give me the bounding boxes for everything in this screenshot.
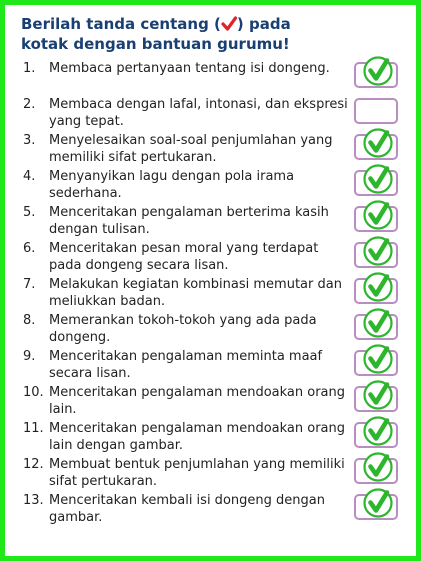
check-icon bbox=[362, 271, 394, 303]
item-text: Menyanyikan lagu dengan pola irama sederhana. bbox=[49, 169, 295, 201]
item-text: Menceritakan pesan moral yang terdapat pada dongeng secara lisan. bbox=[49, 241, 319, 273]
checkbox[interactable] bbox=[354, 98, 398, 124]
check-icon bbox=[362, 451, 394, 483]
check-icon bbox=[362, 487, 394, 519]
checkbox[interactable] bbox=[354, 62, 398, 88]
check-icon bbox=[362, 415, 394, 447]
item-number: 2. bbox=[23, 97, 36, 112]
checkbox[interactable] bbox=[354, 422, 398, 448]
item-text: Menceritakan pengalaman meminta maaf secara lisan. bbox=[49, 349, 323, 381]
checkbox[interactable] bbox=[354, 458, 398, 484]
item-number: 4. bbox=[23, 169, 36, 184]
item-text: Membaca pertanyaan tentang isi dongeng. bbox=[49, 61, 330, 76]
item-number: 6. bbox=[23, 241, 36, 256]
item-text: Membaca dengan lafal, intonasi, dan ekspresi yang tepat. bbox=[49, 97, 348, 129]
instruction-text-before: Berilah tanda centang ( bbox=[21, 15, 221, 33]
item-number: 5. bbox=[23, 205, 36, 220]
checkbox[interactable] bbox=[354, 350, 398, 376]
check-icon bbox=[362, 235, 394, 267]
item-text: Menceritakan pengalaman mendoakan orang lain dengan gambar. bbox=[49, 421, 346, 453]
checkbox[interactable] bbox=[354, 386, 398, 412]
checkbox[interactable] bbox=[354, 134, 398, 160]
item-number: 7. bbox=[23, 277, 36, 292]
check-icon bbox=[221, 16, 237, 32]
checkbox[interactable] bbox=[354, 170, 398, 196]
checkbox[interactable] bbox=[354, 242, 398, 268]
item-text: Menyelesaikan soal-soal penjumlahan yang memiliki sifat pertukaran. bbox=[49, 133, 333, 165]
check-icon bbox=[362, 307, 394, 339]
item-text: Membuat bentuk penjumlahan yang memiliki sifat pertukaran. bbox=[49, 457, 345, 489]
checkbox[interactable] bbox=[354, 494, 398, 520]
item-number: 12. bbox=[23, 457, 44, 472]
check-icon bbox=[362, 55, 394, 87]
instruction-title bbox=[21, 14, 341, 54]
check-icon bbox=[362, 343, 394, 375]
item-text: Melakukan kegiatan kombinasi memutar dan meliukkan badan. bbox=[49, 277, 342, 309]
instruction-text-after: ) pada kotak dengan bantuan gurumu! bbox=[21, 15, 291, 53]
item-number: 9. bbox=[23, 349, 36, 364]
item-number: 1. bbox=[23, 61, 36, 76]
checkbox[interactable] bbox=[354, 206, 398, 232]
item-text: Menceritakan pengalaman mendoakan orang lain. bbox=[49, 385, 346, 417]
check-icon bbox=[362, 127, 394, 159]
check-icon bbox=[362, 199, 394, 231]
item-text: Menceritakan pengalaman berterima kasih dengan tulisan. bbox=[49, 205, 329, 237]
item-text: Menceritakan kembali isi dongeng dengan gambar. bbox=[49, 493, 325, 525]
item-number: 3. bbox=[23, 133, 36, 148]
item-text: Memerankan tokoh-tokoh yang ada pada dongeng. bbox=[49, 313, 317, 345]
item-number: 13. bbox=[23, 493, 44, 508]
item-number: 10. bbox=[23, 385, 44, 400]
checkbox[interactable] bbox=[354, 278, 398, 304]
check-icon bbox=[362, 163, 394, 195]
check-icon bbox=[362, 379, 394, 411]
item-number: 11. bbox=[23, 421, 44, 436]
item-number: 8. bbox=[23, 313, 36, 328]
checkbox[interactable] bbox=[354, 314, 398, 340]
